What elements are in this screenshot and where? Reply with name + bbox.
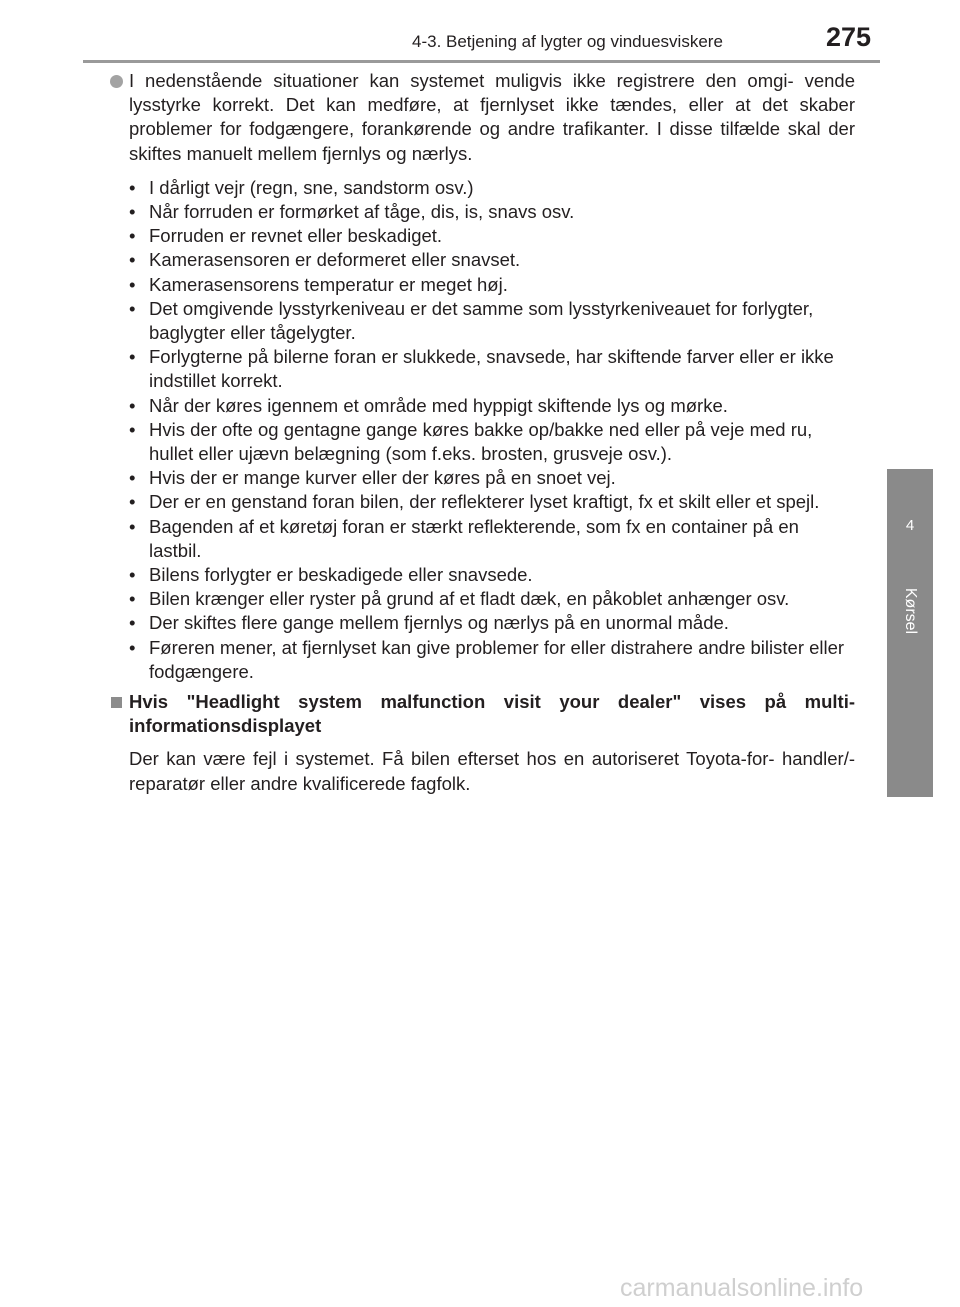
square-bullet-icon xyxy=(111,697,122,708)
intro-paragraph xyxy=(110,69,855,166)
list-item: • Der er en genstand foran bilen, der reflekterer lyset kraftigt, fx et skilt eller et spejl. xyxy=(129,490,855,514)
list-item: • Hvis der ofte og gentagne gange køres bakke op/bakke ned eller på veje med ru, hullet eller ujævn belægning (som f.eks. brosten, grusveje osv.). xyxy=(129,418,855,466)
list-item: • I dårligt vejr (regn, sne, sandstorm osv.) xyxy=(129,176,855,200)
header-divider xyxy=(83,60,880,63)
list-item: • Det omgivende lysstyrkeniveau er det samme som lysstyrkeniveauet for forlygter, baglygter eller tågelygter. xyxy=(129,297,855,345)
list-item: • Når der køres igennem et område med hyppigt skiftende lys og mørke. xyxy=(129,394,855,418)
list-item: • Når forruden er formørket af tåge, dis, is, snavs osv. xyxy=(129,200,855,224)
list-item: • Forlygterne på bilerne foran er slukkede, snavsede, har skiftende farver eller er ikke indstillet korrekt. xyxy=(129,345,855,393)
chapter-label: Kørsel xyxy=(902,587,919,635)
intro-text: I nedenstående situationer kan systemet muligvis ikke registrere den omgi- vende lysstyrke korrekt. Det kan medføre, at fjernlyset ikke tændes, eller at det skaber problemer for fodgængere, forankørende og andre trafikanter. I disse tilfælde skal der skiftes manuelt mellem fjernlys og nærlys. xyxy=(129,70,855,164)
circle-bullet-icon xyxy=(110,75,123,88)
list-item: • Bilens forlygter er beskadigede eller snavsede. xyxy=(129,563,855,587)
malfunction-text: Der kan være fejl i systemet. Få bilen efterset hos en autoriseret Toyota-for- handler/-reparatør eller andre kvalificerede fagfolk. xyxy=(129,748,855,794)
chapter-tab xyxy=(887,469,933,797)
malfunction-heading xyxy=(110,690,855,738)
list-item: • Hvis der er mange kurver eller der køres på en snoet vej. xyxy=(129,466,855,490)
main-content xyxy=(110,69,855,796)
list-item: • Bagenden af et køretøj foran er stærkt reflekterende, som fx en container på en lastbil. xyxy=(129,515,855,563)
list-item: • Bilen krænger eller ryster på grund af et fladt dæk, en påkoblet anhænger osv. xyxy=(129,587,855,611)
list-item: • Kamerasensoren er deformeret eller snavset. xyxy=(129,248,855,272)
conditions-list xyxy=(110,176,855,684)
list-item: • Der skiftes flere gange mellem fjernlys og nærlys på en unormal måde. xyxy=(129,611,855,635)
list-item: • Kamerasensorens temperatur er meget høj. xyxy=(129,273,855,297)
chapter-number: 4 xyxy=(905,517,915,534)
list-item: • Forruden er revnet eller beskadiget. xyxy=(129,224,855,248)
section-title: 4-3. Betjening af lygter og vinduesviskere xyxy=(412,32,723,51)
malfunction-heading-text: Hvis "Headlight system malfunction visit your dealer" vises på multi- informationsdisplayet xyxy=(129,691,855,737)
list-item: • Føreren mener, at fjernlyset kan give problemer for eller distrahere andre bilister eller fodgængere. xyxy=(129,636,855,684)
page-number: 275 xyxy=(826,22,872,52)
watermark: carmanualsonline.info xyxy=(620,1274,864,1302)
